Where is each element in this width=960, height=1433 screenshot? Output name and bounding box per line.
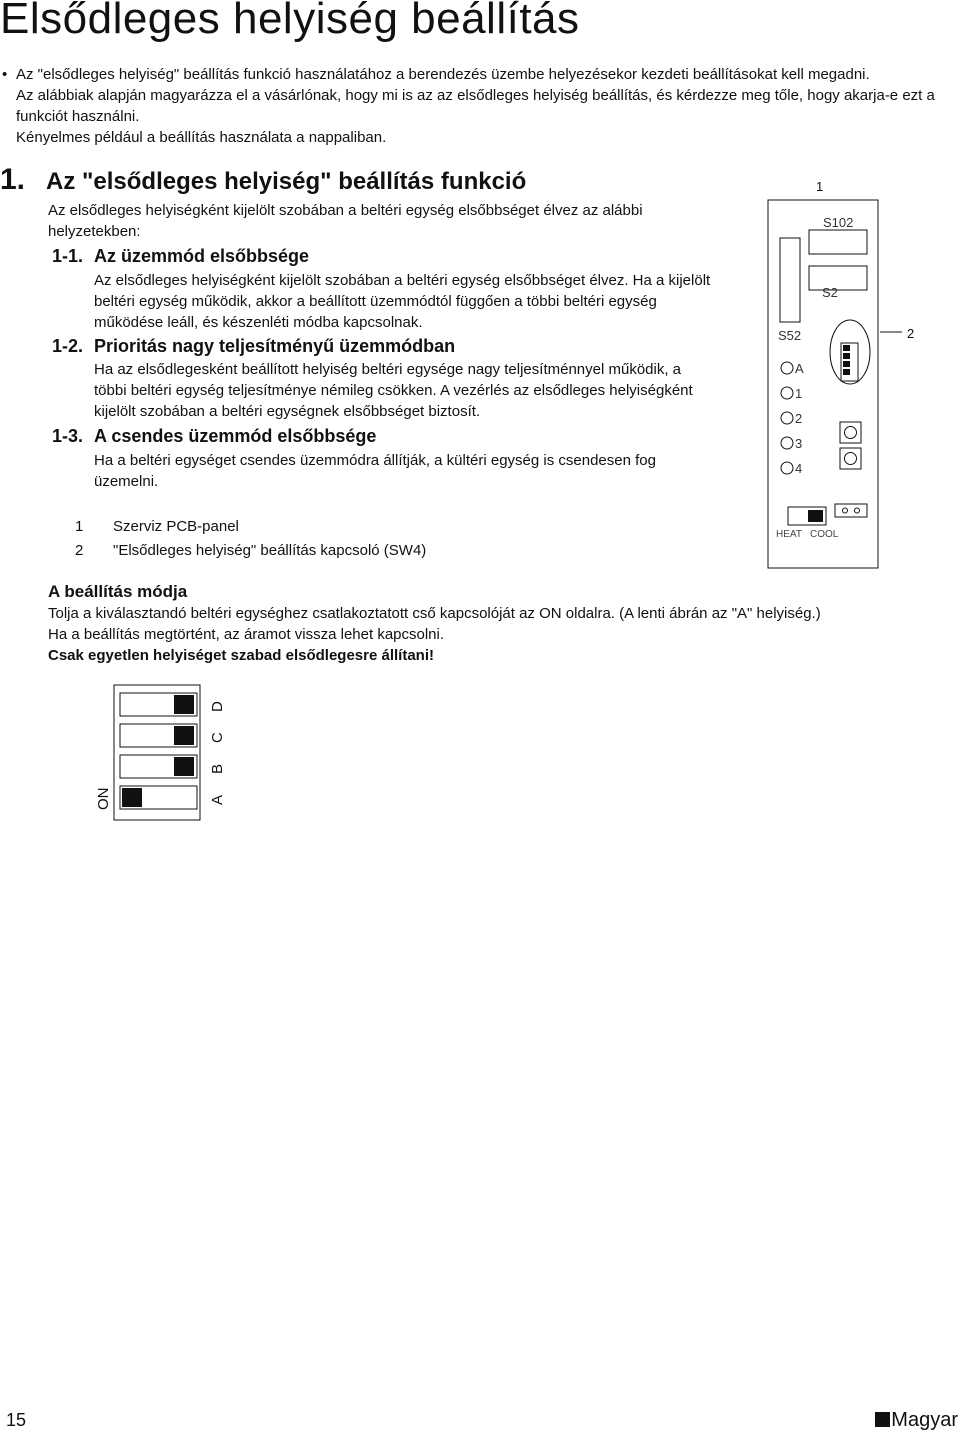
subsection-1-2-number: 1-2. bbox=[52, 336, 84, 356]
intro-bullet: • bbox=[2, 66, 8, 83]
connector-s2 bbox=[809, 266, 867, 290]
jumper-block bbox=[835, 504, 867, 517]
connector-s52 bbox=[780, 238, 800, 322]
heat-cool-lever bbox=[808, 510, 823, 522]
callout-2: 2 bbox=[907, 326, 915, 341]
language-marker-icon bbox=[875, 1412, 890, 1427]
subsection-1-1-text: Az elsődleges helyiségként kijelölt szobában a beltéri egység elsőbbséget élvez. Ha a kijelölt beltéri egység működik, akkor a beállított üzemmódtól függően a többi beltéri egység működése leáll, és készenléti módba kapcsolnak. bbox=[94, 272, 711, 331]
led-3 bbox=[781, 437, 793, 449]
connector-s102 bbox=[809, 230, 867, 254]
legend-number: 2 bbox=[75, 542, 84, 559]
push-button bbox=[840, 448, 861, 469]
page-number: 15 bbox=[6, 1410, 27, 1430]
section-1-intro: Az elsődleges helyiségként kijelölt szobában a beltéri egység elsőbbséget élvez az alábbi helyzetekben: bbox=[48, 202, 643, 240]
dip-lever-d bbox=[174, 695, 194, 714]
section-1-number: 1. bbox=[0, 163, 26, 196]
method-block bbox=[48, 603, 948, 666]
subsection-1-3-number: 1-3. bbox=[52, 426, 84, 446]
dip-lever-a bbox=[122, 788, 142, 807]
led-a bbox=[781, 362, 793, 374]
subsection-1-1-title: Az üzemmód elsőbbsége bbox=[94, 246, 310, 266]
legend-item-1 bbox=[75, 518, 239, 535]
method-line-1: Tolja a kiválasztandó beltéri egységhez csatlakoztatott cső kapcsolóját az ON oldalra. (A lenti ábrán az "A" helyiség.) bbox=[48, 605, 821, 622]
dip-label-c: C bbox=[209, 732, 226, 743]
label-s52: S52 bbox=[778, 328, 802, 343]
pcb-diagram bbox=[740, 170, 940, 580]
language-text: Magyar bbox=[891, 1409, 958, 1431]
subsection-1-1-heading bbox=[52, 246, 309, 267]
led-label: 4 bbox=[795, 461, 803, 476]
method-line-2: Ha a beállítás megtörtént, az áramot vissza lehet kapcsolni. bbox=[48, 626, 445, 643]
dip-label-b: B bbox=[209, 763, 226, 774]
label-cool: COOL bbox=[810, 529, 839, 540]
led-2 bbox=[781, 412, 793, 424]
intro-block bbox=[0, 64, 960, 148]
callout-1: 1 bbox=[816, 179, 824, 194]
label-heat: HEAT bbox=[776, 529, 802, 540]
subsection-1-3-heading bbox=[52, 426, 376, 447]
legend-text: "Elsődleges helyiség" beállítás kapcsoló (SW4) bbox=[113, 542, 427, 559]
page-title: Elsődleges helyiség beállítás bbox=[0, 0, 580, 43]
dip-label-a: A bbox=[209, 794, 226, 805]
method-warning: Csak egyetlen helyiséget szabad elsődlegesre állítani! bbox=[48, 647, 434, 664]
language-label bbox=[875, 1409, 958, 1432]
legend-number: 1 bbox=[75, 518, 84, 535]
section-1-heading bbox=[0, 163, 526, 197]
subsection-1-3-title: A csendes üzemmód elsőbbsége bbox=[94, 426, 377, 446]
sw4-lever bbox=[843, 369, 850, 375]
subsection-1-1-number: 1-1. bbox=[52, 246, 84, 266]
sw4-lever bbox=[843, 361, 850, 367]
label-on: ON bbox=[95, 787, 112, 810]
led-label: 2 bbox=[795, 411, 803, 426]
legend-text: Szerviz PCB-panel bbox=[113, 518, 239, 535]
push-button-cap bbox=[845, 453, 857, 465]
push-button-cap bbox=[845, 427, 857, 439]
dip-lever-c bbox=[174, 726, 194, 745]
led-4 bbox=[781, 462, 793, 474]
intro-line-1: Az "elsődleges helyiség" beállítás funkció használatához a berendezés üzembe helyezésekor kezdeti beállításokat kell megadni. bbox=[16, 66, 870, 83]
dip-lever-b bbox=[174, 757, 194, 776]
dip-label-d: D bbox=[209, 701, 226, 712]
section-1-title: Az "elsődleges helyiség" beállítás funkció bbox=[46, 168, 527, 195]
subsection-1-3-text: Ha a beltéri egységet csendes üzemmódra állítják, a kültéri egység is csendesen fog üzemelni. bbox=[94, 452, 656, 490]
label-s102: S102 bbox=[823, 215, 854, 230]
led-1 bbox=[781, 387, 793, 399]
led-label: A bbox=[795, 361, 804, 376]
legend-item-2 bbox=[75, 542, 426, 559]
sw4-lever bbox=[843, 345, 850, 351]
sw4-lever bbox=[843, 353, 850, 359]
method-title: A beállítás módja bbox=[48, 582, 188, 601]
led-label: 1 bbox=[795, 386, 803, 401]
dip-switch-diagram bbox=[85, 682, 245, 822]
label-s2: S2 bbox=[822, 285, 838, 300]
subsection-1-2-title: Prioritás nagy teljesítményű üzemmódban bbox=[94, 336, 456, 356]
intro-line-3: Kényelmes például a beállítás használata a nappaliban. bbox=[16, 129, 387, 146]
push-button bbox=[840, 422, 861, 443]
led-label: 3 bbox=[795, 436, 803, 451]
subsection-1-2-heading bbox=[52, 336, 455, 357]
intro-line-2: Az alábbiak alapján magyarázza el a vásárlónak, hogy mi is az az elsődleges helyiség beállítás, és kérdezze meg tőle, hogy akarja-e ezt a funkciót használni. bbox=[16, 87, 935, 125]
subsection-1-2-text: Ha az elsődlegesként beállított helyiség beltéri egysége nagy teljesítménnyel működik, a többi beltéri egység teljesítménye némileg csökken. A vezérlés az elsődleges helyiségként kijelölt szobában a beltéri egységnek elsőbbséget biztosít. bbox=[94, 361, 693, 420]
